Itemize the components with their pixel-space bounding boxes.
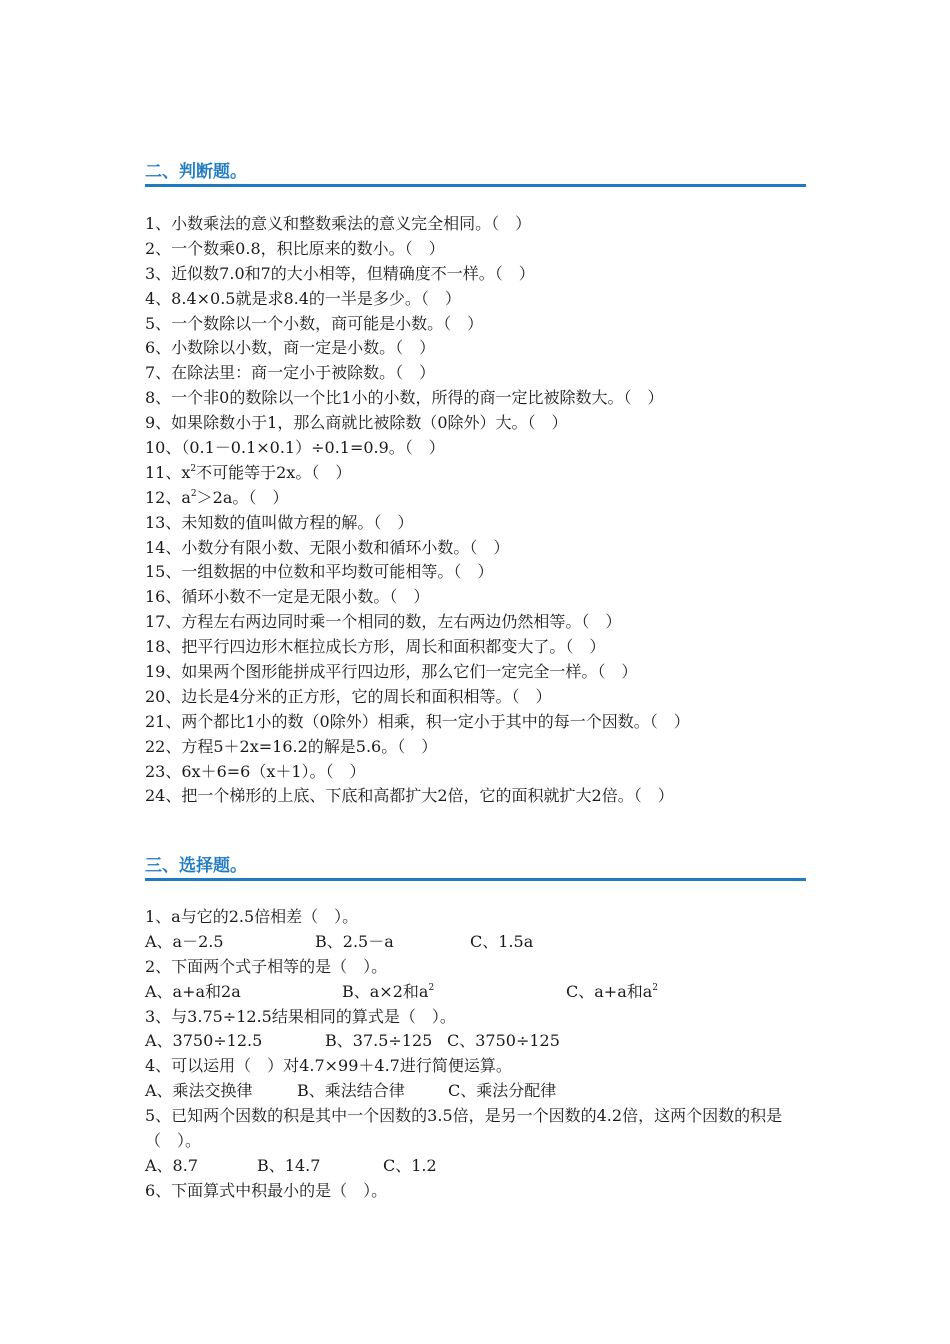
choice-options-3: [145, 1029, 825, 1054]
question-12-prefix: 12、a: [145, 487, 191, 507]
question-8: 8、一个非0的数除以一个比1小的小数，所得的商一定比被除数大。（ ）: [145, 388, 664, 408]
option-c: C、乘法分配律: [448, 1081, 557, 1101]
choice-question-2: 2、下面两个式子相等的是（ ）。: [145, 956, 388, 976]
question-18: 18、把平行四边形木框拉成长方形，周长和面积都变大了。（ ）: [145, 637, 606, 657]
question-16: 16、循环小数不一定是无限小数。（ ）: [145, 587, 430, 607]
question-1: 1、小数乘法的意义和整数乘法的意义完全相同。（ ）: [145, 214, 532, 233]
section-3-title: 三、选择题。: [145, 856, 247, 876]
question-10: 10、（0.1－0.1×0.1）÷0.1=0.9。（ ）: [145, 438, 445, 458]
option-b: B、37.5÷125: [325, 1031, 433, 1051]
true-false-list: [145, 212, 825, 809]
exponent: 2: [428, 982, 435, 993]
option-c: C、1.2: [383, 1155, 437, 1175]
choice-question-5: 5、已知两个因数的积是其中一个因数的3.5倍，是另一个因数的4.2倍，这两个因数的积是（ ）。: [145, 1106, 783, 1151]
question-7: 7、在除法里：商一定小于被除数。（ ）: [145, 363, 436, 383]
section-3-divider: [145, 878, 806, 881]
question-11-prefix: 11、x: [145, 462, 191, 482]
question-15: 15、一组数据的中位数和平均数可能相等。（ ）: [145, 562, 494, 582]
question-9: 9、如果除数小于1，那么商就比被除数（0除外）大。（ ）: [145, 413, 568, 433]
option-b-text: B、a×2和a: [342, 981, 429, 1001]
option-a: A、a+a和2a: [145, 981, 241, 1001]
section-3-header: [145, 855, 806, 881]
choice-question-4: 4、可以运用（ ）对4.7×99＋4.7进行简便运算。: [145, 1056, 512, 1076]
choice-options-1: [145, 930, 825, 955]
question-6: 6、小数除以小数，商一定是小数。（ ）: [145, 338, 436, 358]
option-b: B、14.7: [257, 1155, 321, 1175]
option-c: C、3750÷125: [447, 1031, 560, 1051]
section-2-header: [145, 161, 806, 187]
question-22: 22、方程5＋2x=16.2的解是5.6。（ ）: [145, 736, 438, 756]
question-11: [145, 461, 825, 486]
question-11-suffix: 不可能等于2x。（ ）: [196, 462, 352, 482]
question-3: 3、近似数7.0和7的大小相等，但精确度不一样。（ ）: [145, 263, 535, 283]
option-c: [566, 980, 658, 1005]
question-4: 4、8.4×0.5就是求8.4的一半是多少。（ ）: [145, 288, 461, 308]
option-b: B、2.5－a: [315, 931, 394, 951]
question-12: [145, 486, 825, 511]
option-a: A、3750÷12.5: [145, 1031, 263, 1051]
choice-options-4: [145, 1079, 825, 1104]
choice-question-1: 1、a与它的2.5倍相差（ ）。: [145, 907, 359, 926]
question-17: 17、方程左右两边同时乘一个相同的数，左右两边仍然相等。（ ）: [145, 612, 622, 632]
question-23: 23、6x＋6=6（x＋1）。（ ）: [145, 761, 366, 781]
exponent: 2: [190, 488, 197, 499]
question-21: 21、两个都比1小的数（0除外）相乘，积一定小于其中的每一个因数。（ ）: [145, 711, 690, 731]
exponent: 2: [190, 463, 197, 474]
question-5: 5、一个数除以一个小数，商可能是小数。（ ）: [145, 313, 484, 333]
choice-question-6: 6、下面算式中积最小的是（ ）。: [145, 1180, 388, 1200]
section-2-divider: [145, 184, 806, 187]
multiple-choice-list: [145, 905, 825, 1204]
option-c-text: C、a+a和a: [566, 981, 653, 1001]
option-c: C、1.5a: [470, 931, 534, 951]
question-12-suffix: ＞2a。（ ）: [196, 487, 289, 507]
option-a: A、a－2.5: [145, 931, 224, 951]
question-24: 24、把一个梯形的上底、下底和高都扩大2倍，它的面积就扩大2倍。（ ）: [145, 786, 674, 806]
question-14: 14、小数分有限小数、无限小数和循环小数。（ ）: [145, 537, 510, 557]
question-13: 13、未知数的值叫做方程的解。（ ）: [145, 512, 414, 532]
option-a: A、乘法交换律: [145, 1081, 253, 1101]
choice-question-3: 3、与3.75÷12.5结果相同的算式是（ ）。: [145, 1006, 456, 1026]
question-2: 2、一个数乘0.8，积比原来的数小。（ ）: [145, 238, 445, 258]
section-2-title: 二、判断题。: [145, 162, 247, 182]
exponent: 2: [652, 982, 659, 993]
question-19: 19、如果两个图形能拼成平行四边形，那么它们一定完全一样。（ ）: [145, 662, 638, 682]
question-20: 20、边长是4分米的正方形，它的周长和面积相等。（ ）: [145, 686, 552, 706]
choice-options-5: [145, 1154, 825, 1179]
option-b: [342, 980, 434, 1005]
option-a: A、8.7: [145, 1155, 199, 1175]
choice-options-2: [145, 980, 825, 1005]
option-b: B、乘法结合律: [297, 1081, 405, 1101]
